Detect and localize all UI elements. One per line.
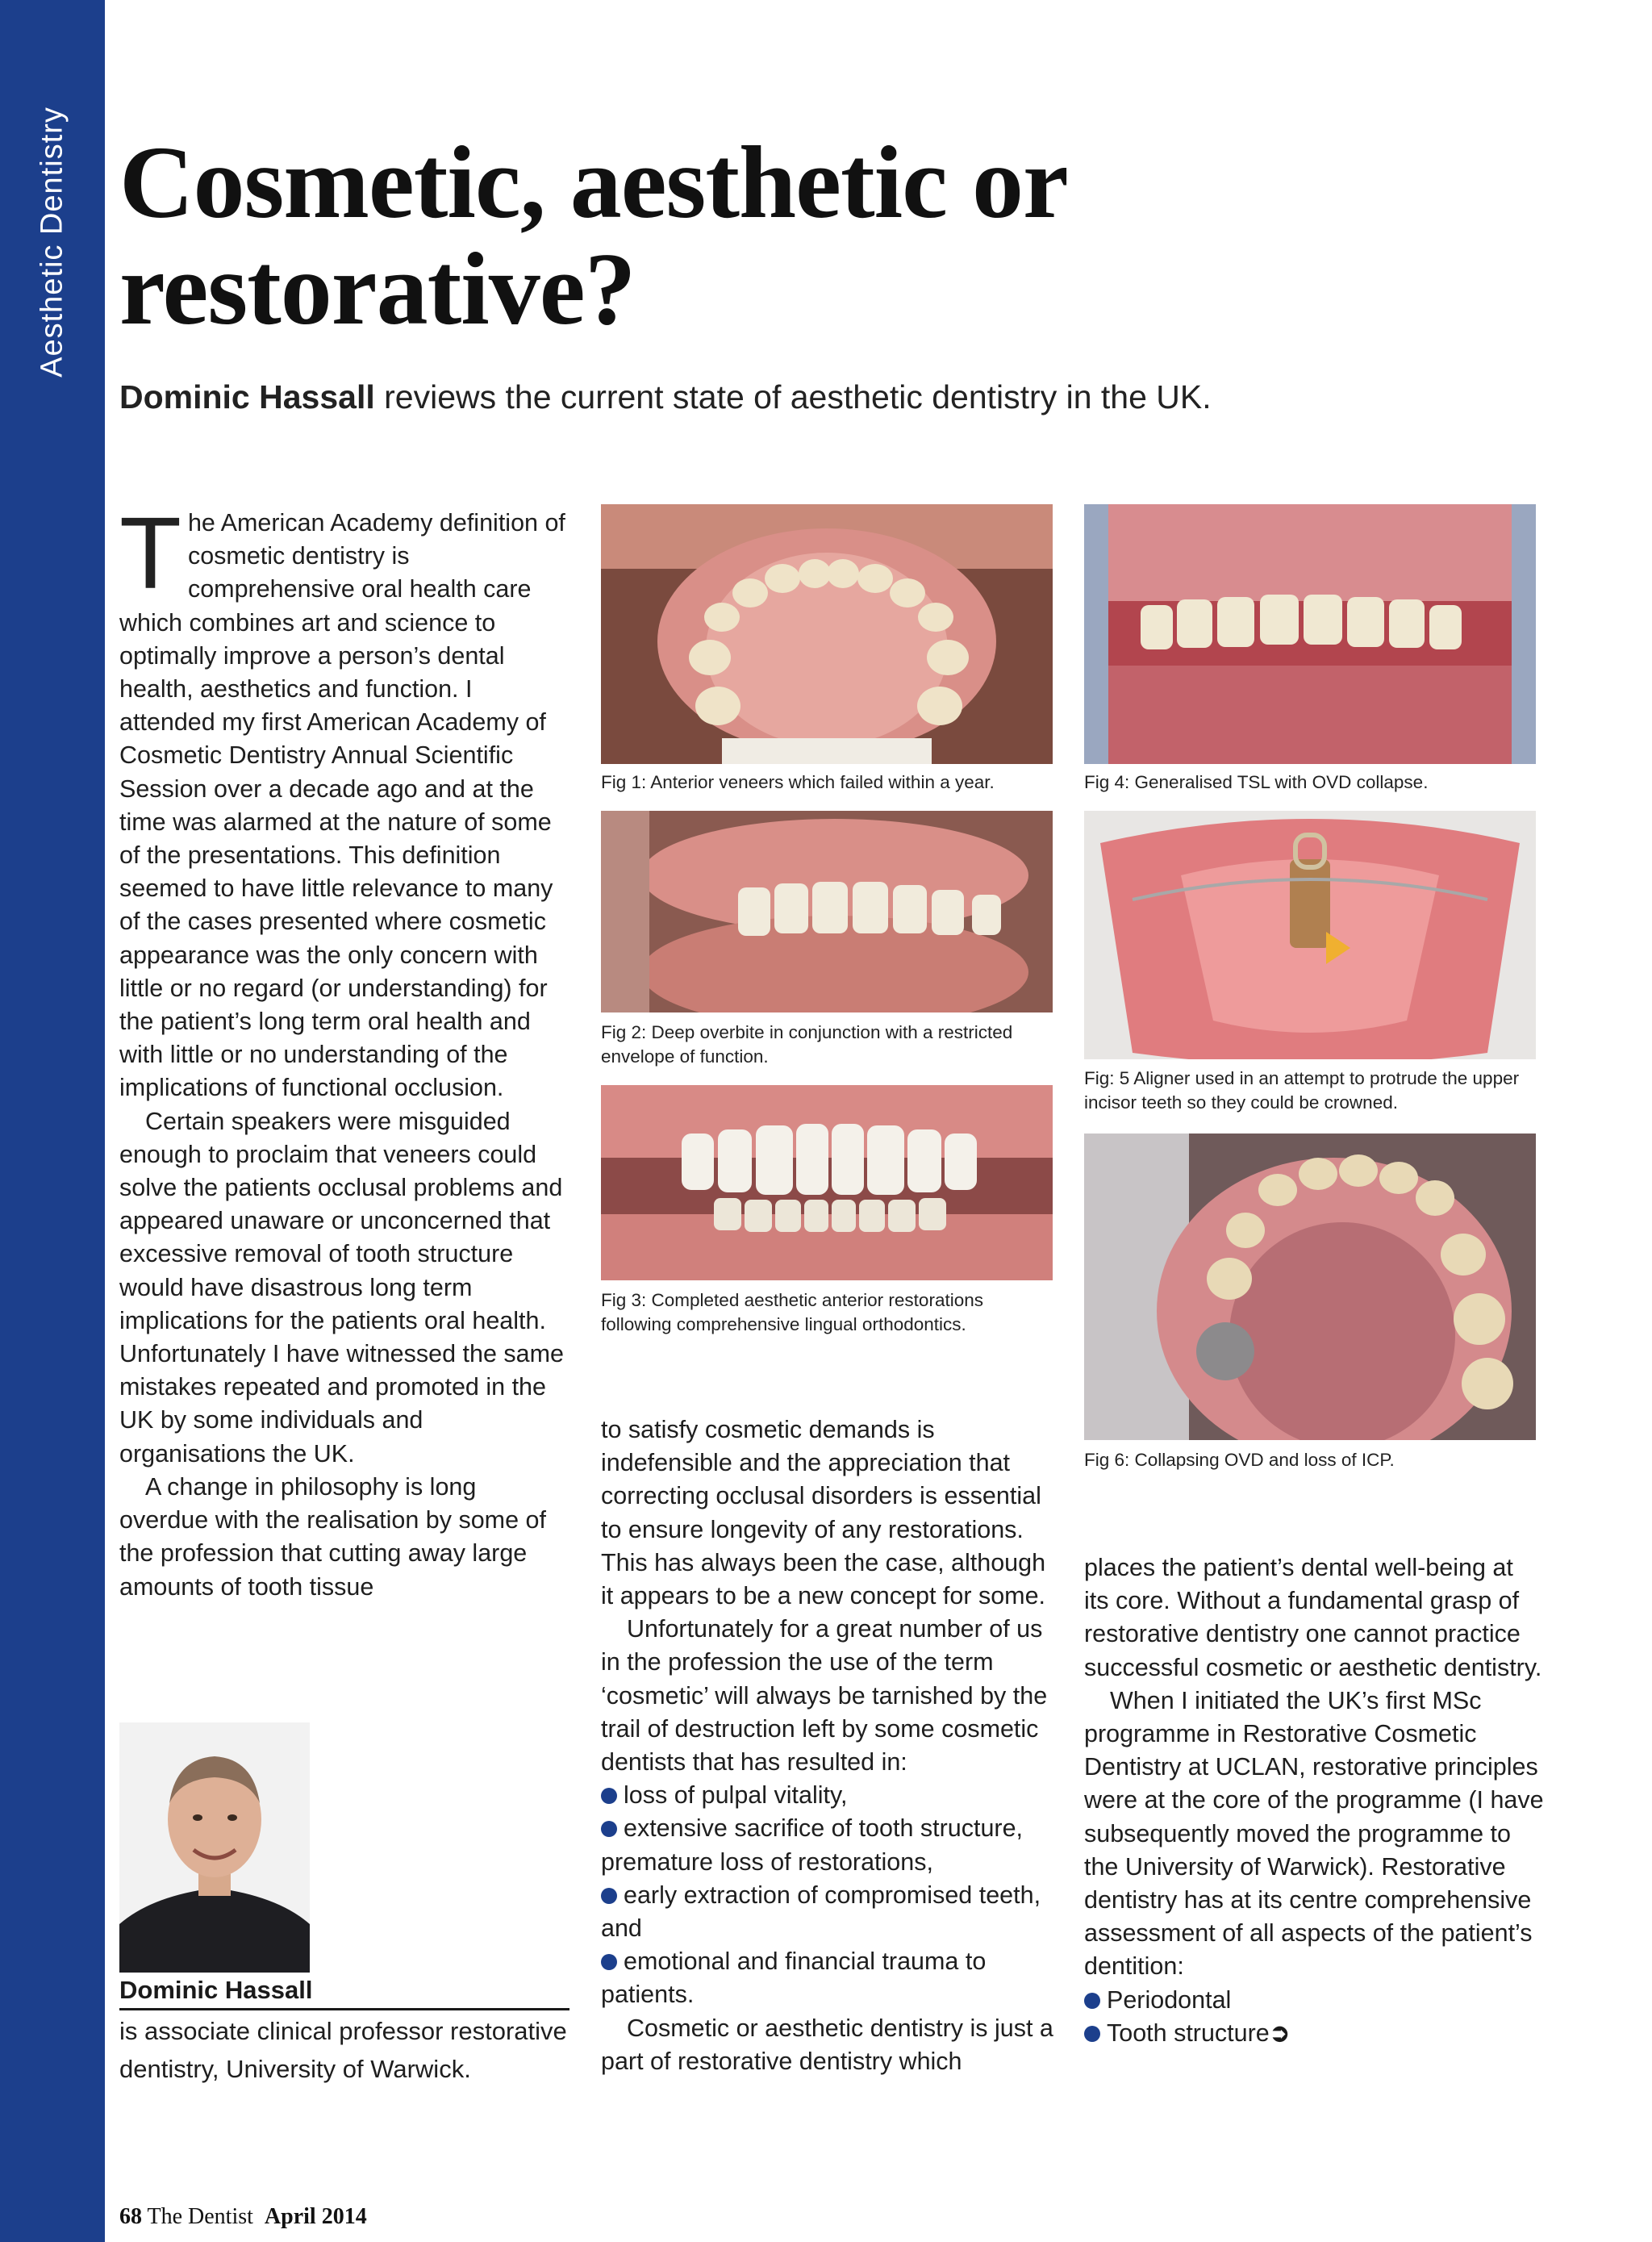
figure-2-image bbox=[601, 811, 1053, 1012]
list-item-text: Periodontal bbox=[1107, 1985, 1232, 2014]
list-item-text: emotional and financial trauma to patients. bbox=[601, 1948, 987, 2009]
list-item bbox=[601, 1879, 1061, 1945]
body-paragraph bbox=[119, 496, 571, 1105]
bullet-dot-icon bbox=[601, 1788, 617, 1804]
standfirst bbox=[119, 376, 1571, 418]
body-paragraph: to satisfy cosmetic demands is indefensible and the appreciation that correcting occlusal disorders is essential to ensure longevity of any restorations. This has always been the case, although it appears to be a new concept for some. bbox=[601, 1416, 1046, 1610]
page-number: 68 bbox=[119, 2204, 142, 2229]
page-footer bbox=[119, 2204, 367, 2230]
list-item bbox=[601, 1945, 1061, 2011]
body-paragraph: When I initiated the UK’s first MSc programme in Restorative Cosmetic Dentistry at UCLAN, restorative principles were at the core of the programme (I have subsequently moved the programme to the University of Warwick). Restorative dentistry has at its centre comprehensive assessment of all aspects of the patient’s dentition: bbox=[1084, 1686, 1544, 1981]
figure-3-caption: Fig 3: Completed aesthetic anterior restorations following comprehensive lingual orthodontics. bbox=[601, 1290, 983, 1334]
continue-arrow-icon: ➲ bbox=[1269, 2019, 1291, 2047]
figure-6-caption: Fig 6: Collapsing OVD and loss of ICP. bbox=[1084, 1450, 1395, 1470]
body-column-1 bbox=[119, 496, 571, 1604]
body-column-3 bbox=[1084, 1551, 1544, 2050]
bullet-dot-icon bbox=[1084, 2026, 1100, 2042]
body-paragraph: places the patient’s dental well-being at its core. Without a fundamental grasp of restorative dentistry one cannot practice successful cosmetic or aesthetic dentistry. bbox=[1084, 1554, 1542, 1681]
body-paragraph: Unfortunately for a great number of us in the profession the use of the term ‘cosmetic’ will always be tarnished by the trail of destruction left by some cosmetic dentists that has resulted in: bbox=[601, 1615, 1048, 1776]
bullet-list bbox=[1084, 1984, 1544, 2050]
bio-text: is associate clinical professor restorative dentistry, University of Warwick. bbox=[119, 2017, 567, 2083]
body-paragraph: Cosmetic or aesthetic dentistry is just a part of restorative dentistry which bbox=[601, 2014, 1053, 2075]
list-item bbox=[1084, 1984, 1544, 2017]
figure-5-image bbox=[1084, 811, 1536, 1059]
list-item bbox=[1084, 2017, 1544, 2050]
author-photo bbox=[119, 1722, 310, 1973]
body-column-2 bbox=[601, 1413, 1061, 2078]
bullet-list bbox=[601, 1779, 1061, 2011]
figure-1-image bbox=[601, 504, 1053, 764]
article-title: Cosmetic, aesthetic or restorative? bbox=[119, 125, 1066, 346]
figure-5-caption: Fig: 5 Aligner used in an attempt to protrude the upper incisor teeth so they could be crowned. bbox=[1084, 1068, 1520, 1113]
paragraph-text: he American Academy definition of cosmetic dentistry is comprehensive oral health care which combines art and science to optimally improve a person’s dental health, aesthetics and function. I attended my first American Academy of Cosmetic Dentistry Annual Scientific Session over a decade ago and at the time was alarmed at the nature of some of the presentations. This definition seemed to have little relevance to many of the cases presented where cosmetic appearance was the only concern with little or no regard (or understanding) for the patient’s long term oral health and with little or no understanding of the implications of functional occlusion. bbox=[119, 509, 565, 1102]
standfirst-text: reviews the current state of aesthetic dentistry in the UK. bbox=[384, 378, 1212, 415]
drop-cap: T bbox=[119, 496, 181, 610]
figure-4-image bbox=[1084, 504, 1536, 764]
list-item-text: Tooth structure bbox=[1107, 2019, 1270, 2047]
section-label: Aesthetic Dentistry bbox=[35, 106, 69, 378]
figure-4-caption: Fig 4: Generalised TSL with OVD collapse. bbox=[1084, 772, 1429, 792]
list-item-text: loss of pulpal vitality, bbox=[624, 1781, 848, 1810]
bio-name: Dominic Hassall bbox=[119, 1974, 569, 2010]
bullet-dot-icon bbox=[601, 1821, 617, 1837]
list-item bbox=[601, 1812, 1061, 1878]
figure-3-image bbox=[601, 1085, 1053, 1280]
standfirst-author: Dominic Hassall bbox=[119, 378, 375, 415]
bullet-dot-icon bbox=[601, 1954, 617, 1970]
figure-1-caption: Fig 1: Anterior veneers which failed within a year. bbox=[601, 772, 995, 792]
bullet-dot-icon bbox=[601, 1888, 617, 1904]
magazine-name: The Dentist bbox=[147, 2204, 253, 2229]
bullet-dot-icon bbox=[1084, 1993, 1100, 2009]
sidebar bbox=[0, 0, 105, 2242]
figure-6-image bbox=[1084, 1134, 1536, 1440]
list-item-text: early extraction of compromised teeth, and bbox=[601, 1881, 1041, 1943]
body-paragraph: A change in philosophy is long overdue with the realisation by some of the profession that cutting away large amounts of tooth tissue bbox=[119, 1472, 546, 1601]
body-paragraph: Certain speakers were misguided enough to proclaim that veneers could solve the patients occlusal problems and appeared unaware or unconcerned that excessive removal of tooth structure would have disastrous long term implications for the patients oral health. Unfortunately I have witnessed the same mistakes repeated and promoted in the UK by some individuals and organisations the UK. bbox=[119, 1107, 564, 1468]
issue-date: April 2014 bbox=[264, 2204, 367, 2229]
list-item-text: extensive sacrifice of tooth structure, premature loss of restorations, bbox=[601, 1814, 1023, 1876]
list-item bbox=[601, 1779, 1061, 1812]
figure-2-caption: Fig 2: Deep overbite in conjunction with a restricted envelope of function. bbox=[601, 1022, 1013, 1067]
